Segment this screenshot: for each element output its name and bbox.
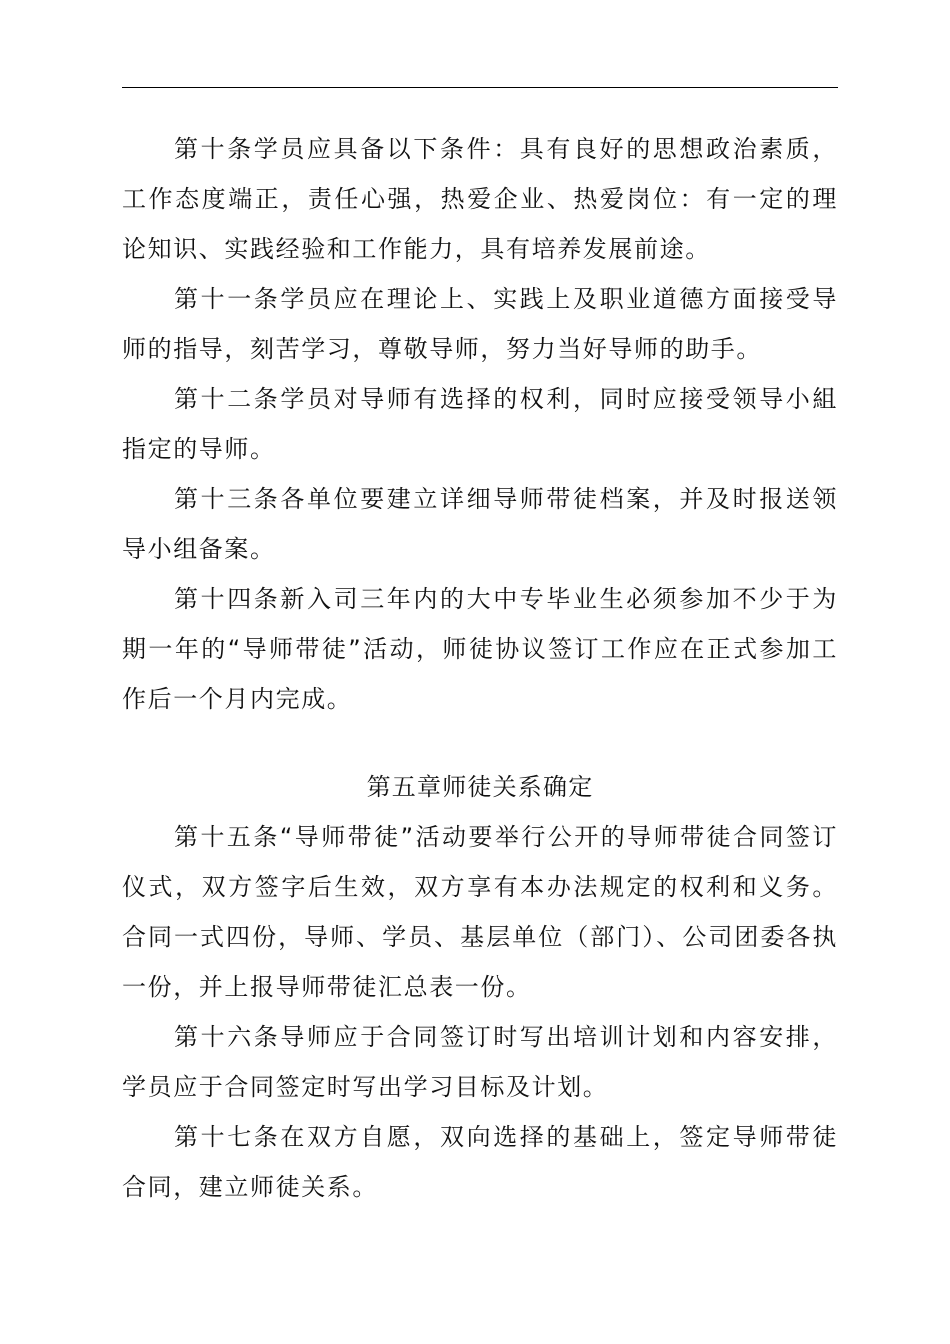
article-15: 第十五条“导师带徒”活动要举行公开的导师带徒合同签订仪式，双方签字后生效，双方享有本办法规定的权利和义务。合同一式四份，导师、学员、基层单位（部门）、公司团委各执一份，并上报导师带徒汇总表一份。 [122,823,838,1001]
article-17: 第十七条在双方自愿，双向选择的基础上，签定导师带徒合同，建立师徒关系。 [122,1123,838,1201]
chapter-5-heading: 第五章师徒关系确定 [366,773,594,801]
document-body [122,124,838,1212]
article-14: 第十四条新入司三年内的大中专毕业生必须参加不少于为期一年的“导师带徒”活动，师徒协议签订工作应在正式参加工作后一个月内完成。 [122,585,838,713]
article-16: 第十六条导师应于合同签订时写出培训计划和内容安排，学员应于合同签定时写出学习目标及计划。 [122,1023,838,1101]
header-rule [122,87,838,88]
article-10: 第十条学员应具备以下条件：具有良好的思想政治素质，工作态度端正，责任心强，热爱企业、热爱岗位：有一定的理论知识、实践经验和工作能力，具有培养发展前途。 [122,135,838,263]
article-13: 第十三条各单位要建立详细导师带徒档案，并及时报送领导小组备案。 [122,485,838,563]
article-11: 第十一条学员应在理论上、实践上及职业道德方面接受导师的指导，刻苦学习，尊敬导师，努力当好导师的助手。 [122,285,838,363]
article-12: 第十二条学员对导师有选择的权利，同时应接受领导小組指定的导师。 [122,385,838,463]
